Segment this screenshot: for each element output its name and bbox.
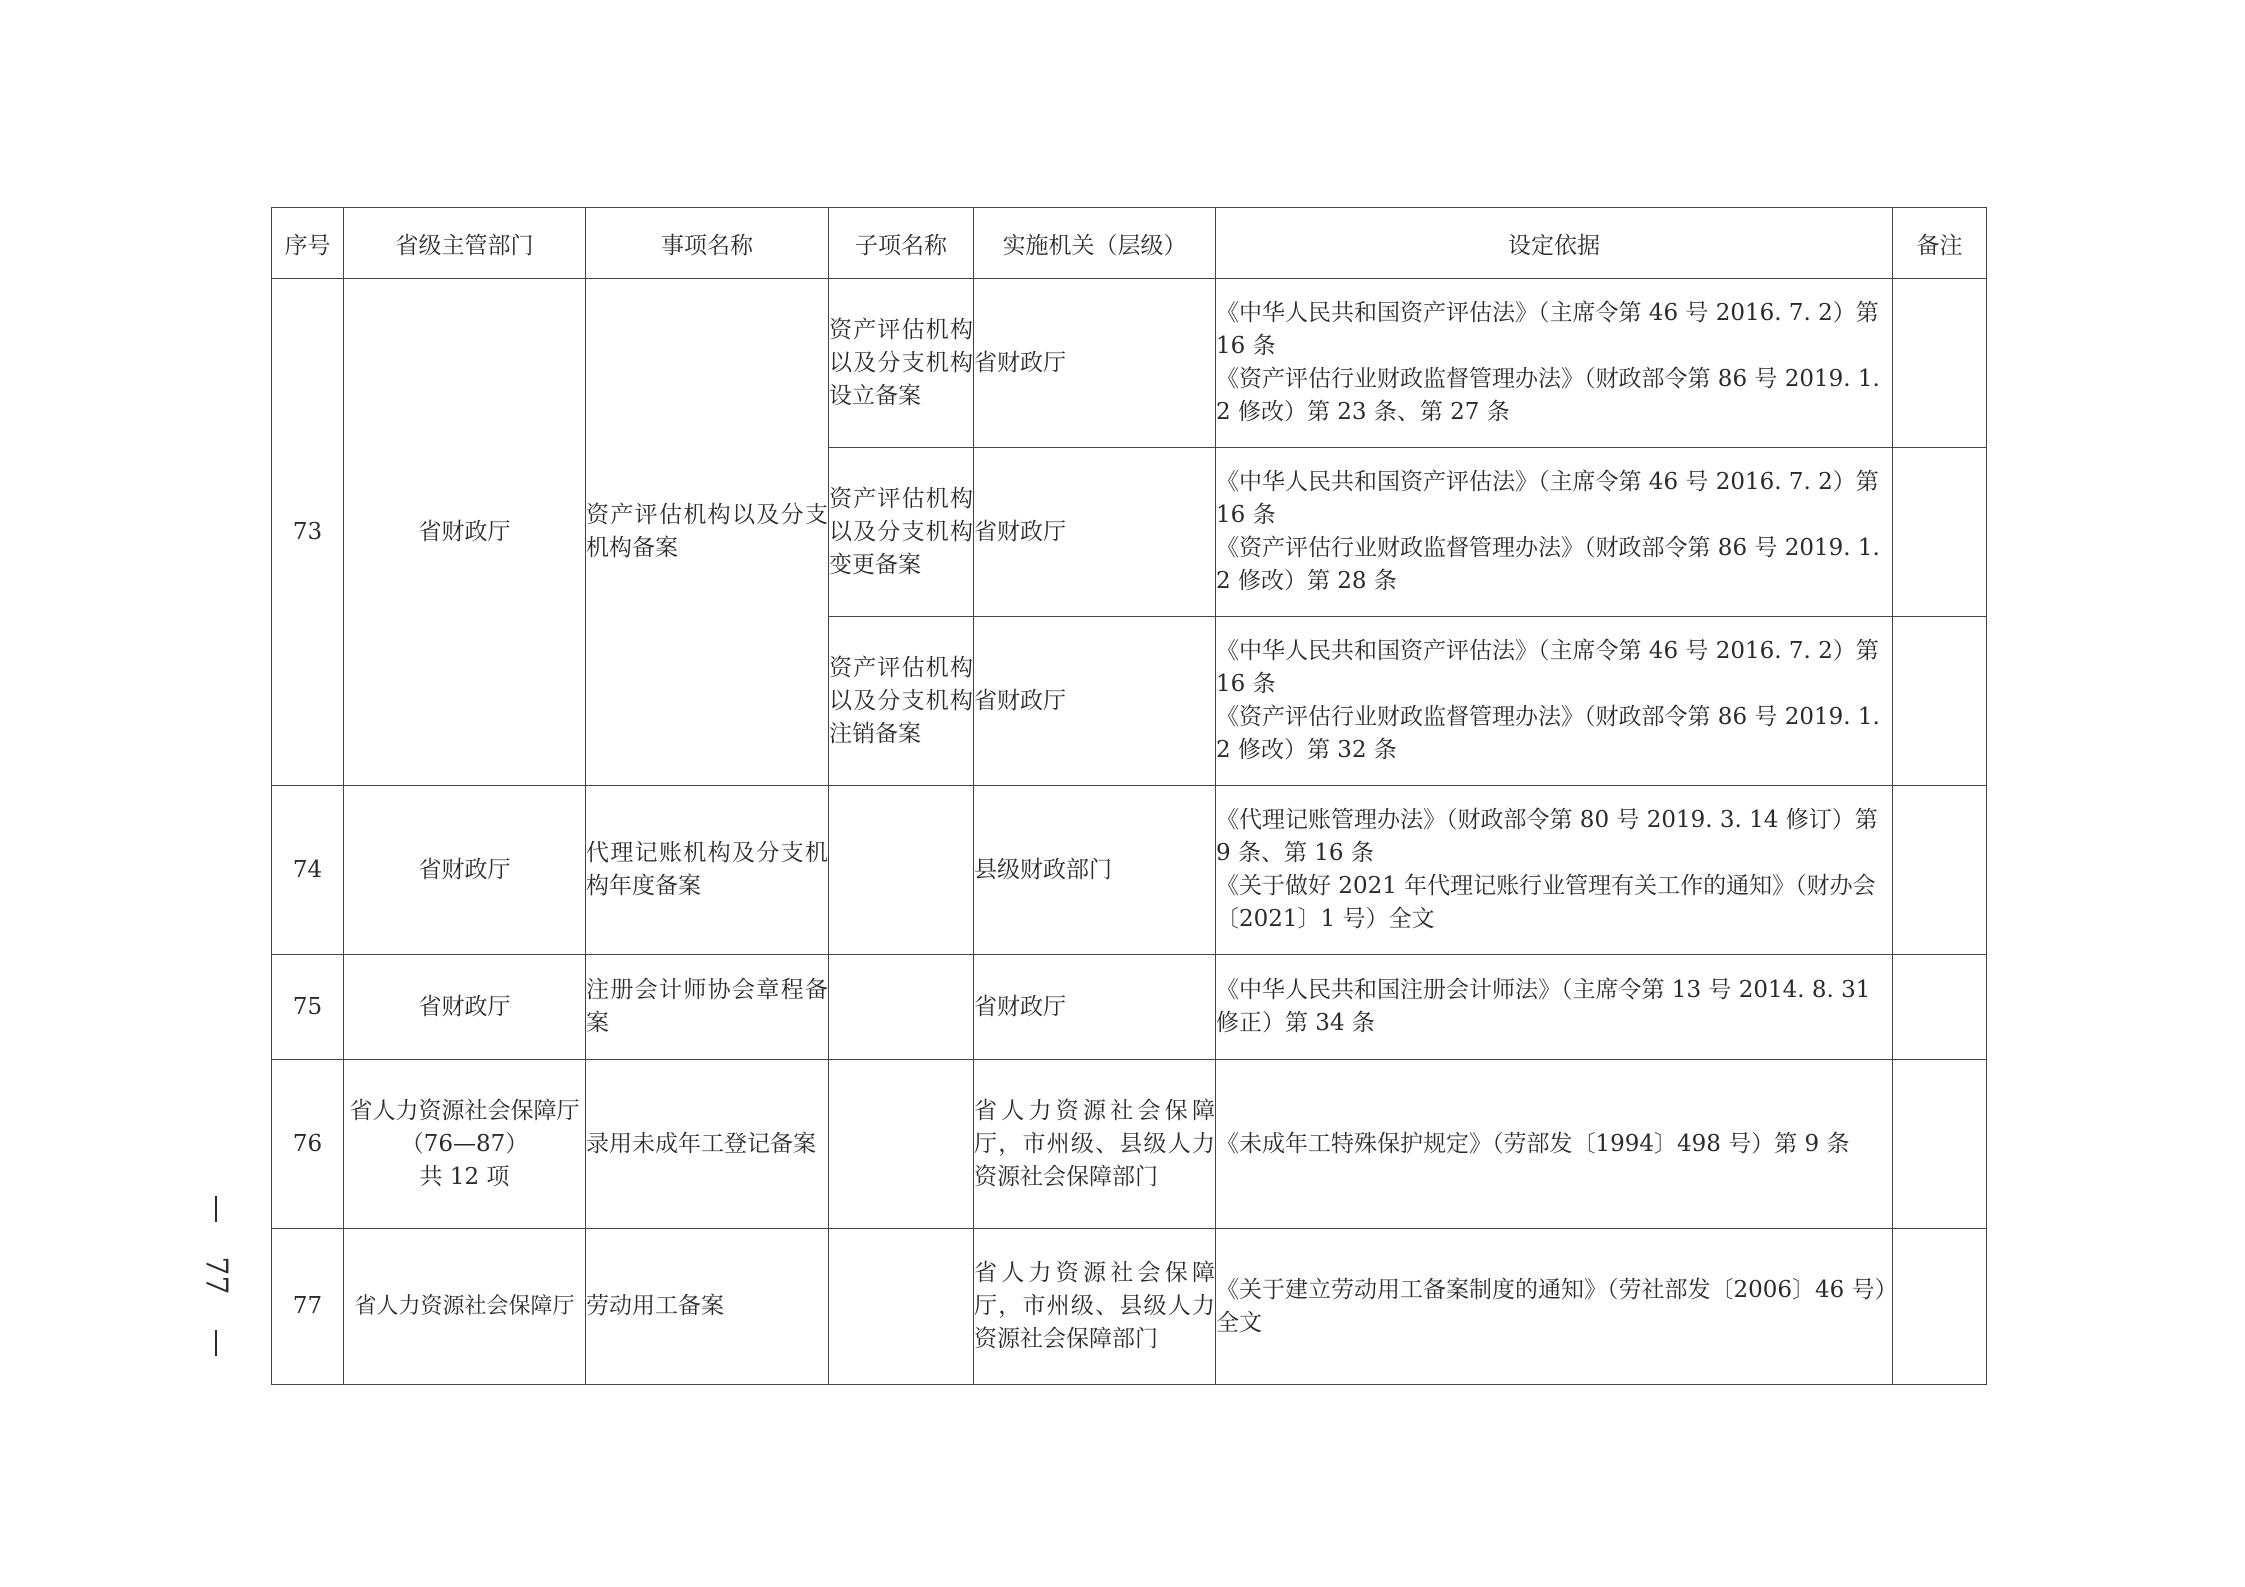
- header-row: [272, 208, 1987, 279]
- row-note: [1893, 955, 1987, 1060]
- basis-line: 《中华人民共和国资产评估法》（主席令第 46 号 2016. 7. 2）第 16 条: [1216, 638, 1879, 697]
- row-dept: 省财政厅: [344, 786, 586, 955]
- row-note: [1893, 617, 1987, 786]
- row-note: [1893, 1060, 1987, 1229]
- basis-line: 《中华人民共和国注册会计师法》（主席令第 13 号 2014. 8. 31 修正）第 34 条: [1216, 977, 1871, 1036]
- row-agency: 省人力资源社会保障厅，市州级、县级人力资源社会保障部门: [974, 1060, 1216, 1229]
- row-dept: 省财政厅: [344, 955, 586, 1060]
- dept-range: （76—87）: [400, 1130, 529, 1157]
- row-basis: [1216, 448, 1893, 617]
- basis-line: 《中华人民共和国资产评估法》（主席令第 46 号 2016. 7. 2）第 16 条: [1216, 300, 1879, 359]
- row-basis: [1216, 1229, 1893, 1385]
- header-agency: 实施机关（层级）: [974, 208, 1216, 279]
- header-item: 事项名称: [586, 208, 829, 279]
- table-row: [272, 1229, 1987, 1385]
- row-subitem: [829, 1060, 974, 1229]
- row-subitem: 资产评估机构以及分支机构设立备案: [829, 279, 974, 448]
- page-number-text: 77: [198, 1256, 234, 1295]
- row-seq: 74: [272, 786, 344, 955]
- page-number: [196, 1196, 236, 1356]
- row-agency: 省财政厅: [974, 279, 1216, 448]
- row-subitem: 资产评估机构以及分支机构变更备案: [829, 448, 974, 617]
- row-dept: 省人力资源社会保障厅: [349, 1097, 580, 1124]
- row-item: 注册会计师协会章程备案: [586, 955, 829, 1060]
- basis-line: 《中华人民共和国资产评估法》（主席令第 46 号 2016. 7. 2）第 16 条: [1216, 469, 1879, 528]
- row-agency: 县级财政部门: [974, 786, 1216, 955]
- table-row: [272, 786, 1987, 955]
- header-seq: 序号: [272, 208, 344, 279]
- basis-line: 《未成年工特殊保护规定》（劳部发〔1994〕498 号）第 9 条: [1216, 1130, 1850, 1157]
- row-note: [1893, 786, 1987, 955]
- row-note: [1893, 448, 1987, 617]
- header-note: 备注: [1893, 208, 1987, 279]
- header-subitem: 子项名称: [829, 208, 974, 279]
- row-basis: [1216, 786, 1893, 955]
- row-seq: 73: [272, 279, 344, 786]
- row-item: 录用未成年工登记备案: [586, 1060, 829, 1229]
- row-dept-group: [344, 1060, 586, 1229]
- row-basis: [1216, 279, 1893, 448]
- table-row: [272, 279, 1987, 448]
- row-subitem: 资产评估机构以及分支机构注销备案: [829, 617, 974, 786]
- row-item: 资产评估机构以及分支机构备案: [586, 279, 829, 786]
- page-number-dash: [215, 1330, 217, 1356]
- row-item: 劳动用工备案: [586, 1229, 829, 1385]
- filing-items-table: [271, 207, 1987, 1385]
- row-subitem: [829, 1229, 974, 1385]
- page-number-dash: [215, 1196, 217, 1222]
- row-basis: [1216, 617, 1893, 786]
- table-row: [272, 1060, 1987, 1229]
- dept-count: 共 12 项: [419, 1163, 510, 1190]
- row-agency: 省财政厅: [974, 617, 1216, 786]
- row-agency: 省人力资源社会保障厅，市州级、县级人力资源社会保障部门: [974, 1229, 1216, 1385]
- row-item: 代理记账机构及分支机构年度备案: [586, 786, 829, 955]
- row-dept: 省人力资源社会保障厅: [344, 1229, 586, 1385]
- row-dept: 省财政厅: [344, 279, 586, 786]
- header-basis: 设定依据: [1216, 208, 1893, 279]
- row-basis: [1216, 1060, 1893, 1229]
- header-dept: 省级主管部门: [344, 208, 586, 279]
- row-subitem: [829, 786, 974, 955]
- row-seq: 77: [272, 1229, 344, 1385]
- basis-line: 《代理记账管理办法》（财政部令第 80 号 2019. 3. 14 修订）第 9 条、第 16 条: [1216, 807, 1878, 866]
- row-agency: 省财政厅: [974, 448, 1216, 617]
- row-seq: 76: [272, 1060, 344, 1229]
- row-note: [1893, 1229, 1987, 1385]
- row-basis: [1216, 955, 1893, 1060]
- basis-line: 《关于建立劳动用工备案制度的通知》（劳社部发〔2006〕46 号）全文: [1216, 1276, 1887, 1336]
- row-seq: 75: [272, 955, 344, 1060]
- row-note: [1893, 279, 1987, 448]
- basis-line: 《资产评估行业财政监督管理办法》（财政部令第 86 号 2019. 1. 2 修改）第 28 条: [1216, 535, 1880, 594]
- row-subitem: [829, 955, 974, 1060]
- basis-line: 《资产评估行业财政监督管理办法》（财政部令第 86 号 2019. 1. 2 修改）第 23 条、第 27 条: [1216, 366, 1880, 425]
- row-agency: 省财政厅: [974, 955, 1216, 1060]
- basis-line: 《关于做好 2021 年代理记账行业管理有关工作的通知》（财办会〔2021〕1 号）全文: [1216, 873, 1876, 932]
- basis-line: 《资产评估行业财政监督管理办法》（财政部令第 86 号 2019. 1. 2 修改）第 32 条: [1216, 704, 1880, 763]
- table-row: [272, 955, 1987, 1060]
